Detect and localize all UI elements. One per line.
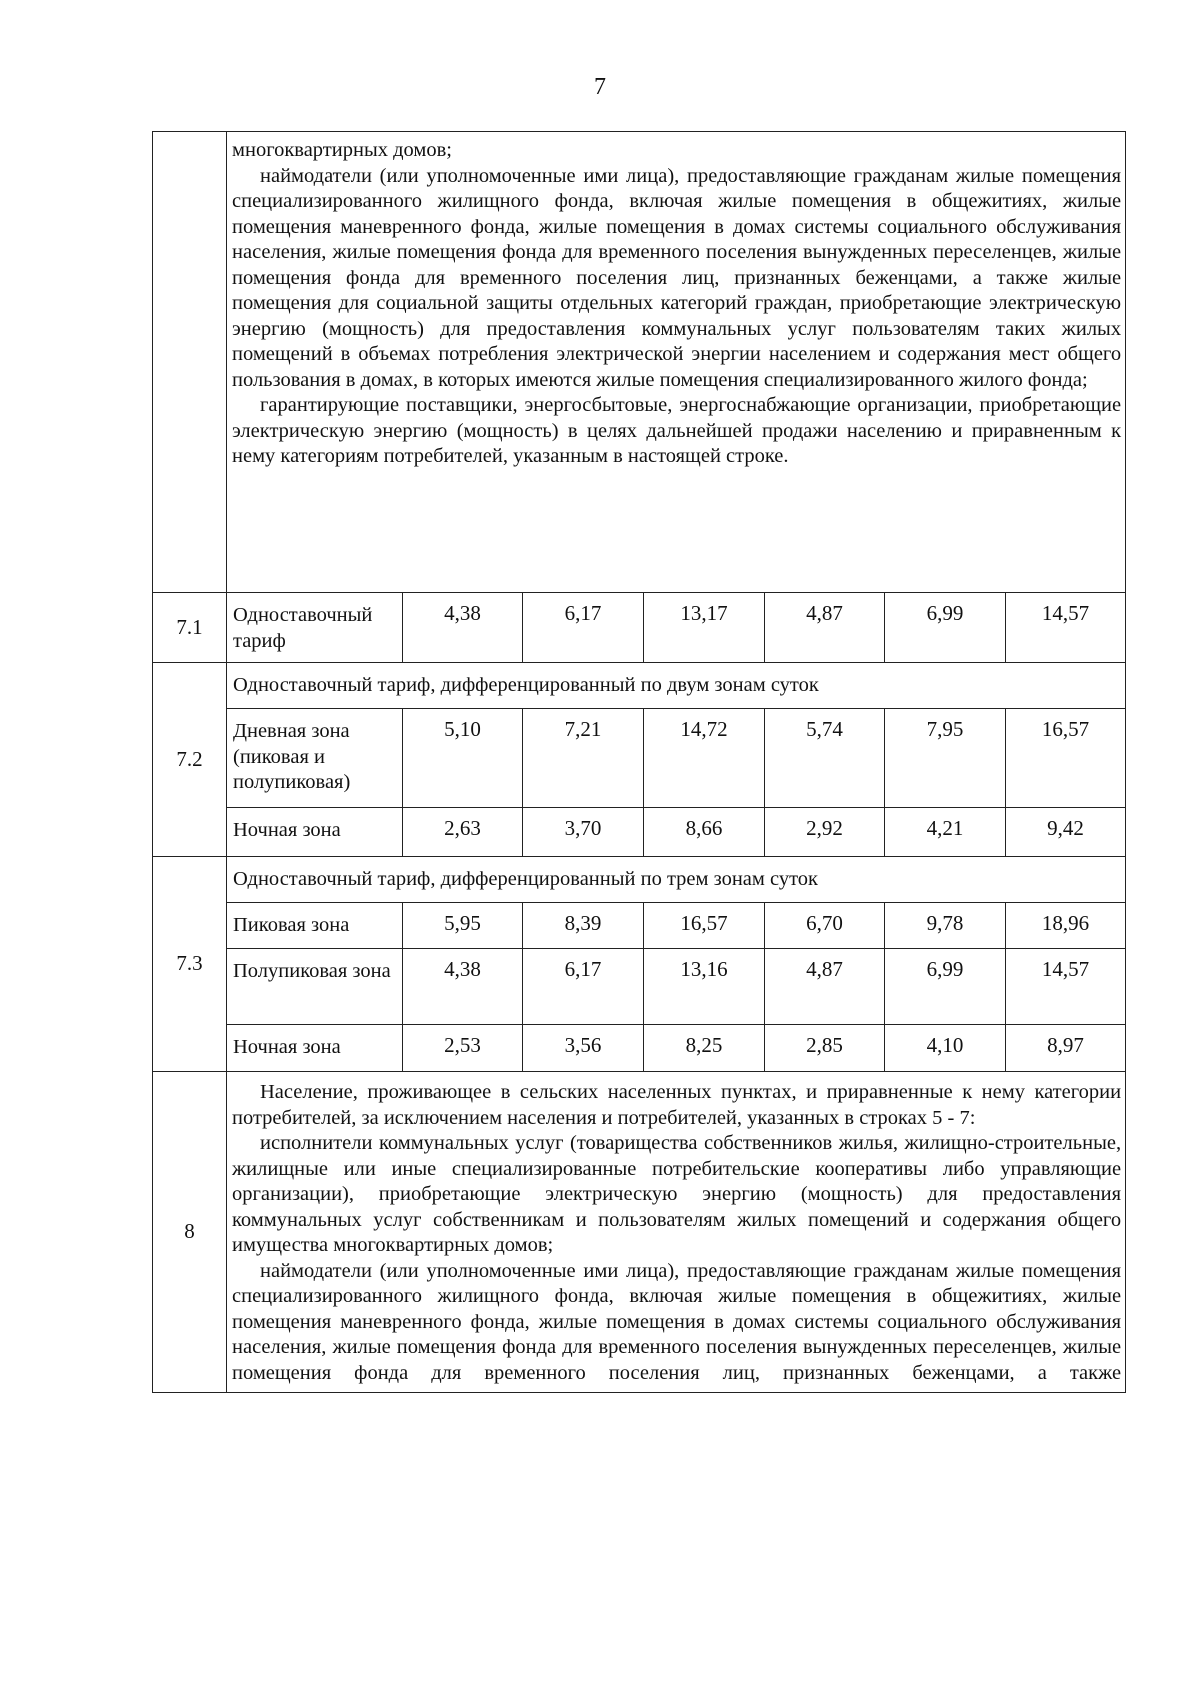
table-row-7-2-day	[153, 709, 1126, 808]
tariff-value: 9,42	[1006, 808, 1126, 857]
section-title: Одноставочный тариф, дифференцированный по трем зонам суток	[227, 857, 1126, 903]
tariff-value: 3,70	[523, 808, 644, 857]
table-row-7-2-night	[153, 808, 1126, 857]
table-row-7-3-halfpeak	[153, 949, 1126, 1025]
tariff-value: 18,96	[1006, 903, 1126, 949]
row-label: Ночная зона	[227, 808, 403, 857]
table-row-7-2-title	[153, 663, 1126, 709]
tariff-value: 13,17	[644, 593, 765, 663]
table-row-8	[153, 1072, 1126, 1393]
tariff-value: 6,17	[523, 949, 644, 1025]
row-8-paragraph: наймодатели (или уполномоченные ими лица), предоставляющие гражданам жилые помещения специализированного жилищного фонда, включая жилые помещения в общежитиях, жилые помещения маневренного фонда, жилые помещения в домах системы социального обслуживания населения, жилые помещения фонда для временного поселения вынужденных переселенцев, жилые помещения фонда для временного поселения лиц, признанных беженцами, а также	[232, 1259, 1122, 1384]
row-number: 8	[153, 1072, 227, 1393]
tariff-value: 7,95	[885, 709, 1006, 808]
row-label: Полупиковая зона	[227, 949, 403, 1025]
row-8-text-cell	[227, 1072, 1126, 1393]
tariff-value: 2,63	[403, 808, 523, 857]
row-label: Дневная зона (пиковая и полупиковая)	[227, 709, 403, 808]
tariff-value: 9,78	[885, 903, 1006, 949]
tariff-value: 4,21	[885, 808, 1006, 857]
tariff-value: 2,92	[765, 808, 885, 857]
tariff-value: 5,10	[403, 709, 523, 808]
tariff-value: 4,10	[885, 1025, 1006, 1072]
continuation-row	[153, 132, 1126, 593]
tariff-table	[152, 131, 1126, 1393]
table-row-7-1	[153, 593, 1126, 663]
continuation-num-cell	[153, 132, 227, 593]
row-8-paragraph: Население, проживающее в сельских населенных пунктах, и приравненные к нему категории потребителей, за исключением населения и потребителей, указанных в строках 5 - 7:	[232, 1081, 1122, 1129]
row-number: 7.2	[153, 663, 227, 857]
tariff-value: 16,57	[644, 903, 765, 949]
tariff-value: 5,74	[765, 709, 885, 808]
row-8-paragraph: исполнители коммунальных услуг (товарищества собственников жилья, жилищно-строительные, жилищные или иные специализированные потребительские кооперативы либо управляющие организации), приобретающие электрическую энергию (мощность) для предоставления коммунальных услуг собственникам и пользователям жилых помещений и содержания общего имущества многоквартирных домов;	[232, 1132, 1122, 1256]
continuation-paragraph: гарантирующие поставщики, энергосбытовые, энергоснабжающие организации, приобретающие электрическую энергию (мощность) в целях дальнейшей продажи населению и приравненным к нему категориям потребителей, указанным в настоящей строке.	[232, 394, 1122, 467]
continuation-paragraph: многоквартирных домов;	[232, 139, 452, 161]
section-title: Одноставочный тариф, дифференцированный по двум зонам суток	[227, 663, 1126, 709]
row-label: Одноставочный тариф	[227, 593, 403, 663]
tariff-value: 6,70	[765, 903, 885, 949]
tariff-value: 13,16	[644, 949, 765, 1025]
tariff-value: 2,85	[765, 1025, 885, 1072]
tariff-value: 14,72	[644, 709, 765, 808]
table-row-7-3-peak	[153, 903, 1126, 949]
tariff-value: 6,99	[885, 593, 1006, 663]
tariff-value: 7,21	[523, 709, 644, 808]
tariff-value: 8,97	[1006, 1025, 1126, 1072]
tariff-value: 14,57	[1006, 949, 1126, 1025]
tariff-value: 6,99	[885, 949, 1006, 1025]
tariff-value: 4,87	[765, 949, 885, 1025]
continuation-paragraph: наймодатели (или уполномоченные ими лица), предоставляющие гражданам жилые помещения специализированного жилищного фонда, включая жилые помещения в общежитиях, жилые помещения маневренного фонда, жилые помещения в домах системы социального обслуживания населения, жилые помещения фонда для временного поселения вынужденных переселенцев, жилые помещения фонда для временного поселения лиц, признанных беженцами, а также жилые помещения для социальной защиты отдельных категорий граждан, приобретающие электрическую энергию (мощность) для предоставления коммунальных услуг пользователям таких жилых помещений в объемах потребления электрической энергии населением и содержания мест общего пользования в домах, в которых имеются жилые помещения специализированного жилого фонда;	[232, 164, 1122, 391]
tariff-value: 14,57	[1006, 593, 1126, 663]
tariff-value: 4,87	[765, 593, 885, 663]
tariff-value: 16,57	[1006, 709, 1126, 808]
tariff-value: 6,17	[523, 593, 644, 663]
tariff-value: 8,66	[644, 808, 765, 857]
tariff-value: 8,25	[644, 1025, 765, 1072]
row-label: Ночная зона	[227, 1025, 403, 1072]
row-number: 7.3	[153, 857, 227, 1072]
tariff-value: 4,38	[403, 949, 523, 1025]
row-label: Пиковая зона	[227, 903, 403, 949]
tariff-value: 3,56	[523, 1025, 644, 1072]
table-row-7-3-title	[153, 857, 1126, 903]
page-number: 7	[594, 74, 606, 100]
continuation-text-cell	[227, 132, 1126, 593]
tariff-value: 2,53	[403, 1025, 523, 1072]
tariff-value: 8,39	[523, 903, 644, 949]
table-row-7-3-night	[153, 1025, 1126, 1072]
row-number: 7.1	[153, 593, 227, 663]
tariff-value: 4,38	[403, 593, 523, 663]
tariff-value: 5,95	[403, 903, 523, 949]
